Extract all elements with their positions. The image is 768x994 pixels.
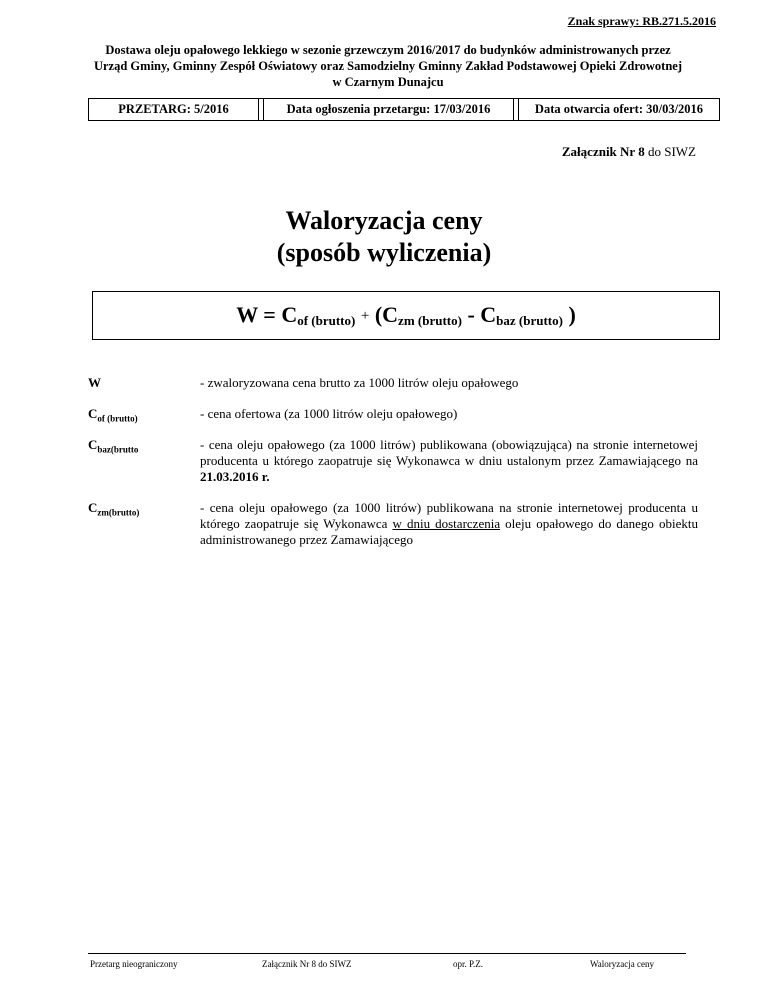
formula-close: ) xyxy=(568,302,576,327)
annex-suffix: do SIWZ xyxy=(644,144,696,159)
opening-date: Data otwarcia ofert: 30/03/2016 xyxy=(534,102,704,116)
formula-minus: - C xyxy=(461,302,497,327)
term-symbol: C xyxy=(88,437,98,452)
formula-sub-of: of (brutto) xyxy=(297,313,356,328)
announcement-date: Data ogłoszenia przetargu: 17/03/2016 xyxy=(264,99,514,120)
desc-text-end: oleju opałowego do danego obiektu administrowanego przez Zamawiającego xyxy=(200,516,698,547)
info-bar xyxy=(88,98,720,121)
desc-date: 21.03.2016 r. xyxy=(200,469,270,484)
case-number: Znak sprawy: RB.271.5.2016 xyxy=(567,14,716,28)
definition-desc-czm xyxy=(200,500,698,548)
valorization-formula xyxy=(236,302,576,329)
term-symbol: C xyxy=(88,406,98,421)
definition-term-czm xyxy=(88,500,139,518)
term-symbol: W xyxy=(88,375,101,390)
formula-sub-zm: zm (brutto) xyxy=(398,313,462,328)
footer-divider xyxy=(88,953,686,954)
desc-underlined: w dniu dostarczenia xyxy=(392,516,501,531)
desc-text: - cena oleju opałowego (za 1000 litrów) publikowana (obowiązująca) na stronie internetowej producenta u którego zaopatruje się Wykonawca w dniu ustalonym przez Zamawiającego na xyxy=(200,437,698,468)
term-subscript: baz(brutto xyxy=(97,444,139,455)
footer-center: Załącznik Nr 8 do SIWZ xyxy=(262,959,352,969)
formula-sub-baz: baz (brutto) xyxy=(496,313,563,328)
definition-desc-cof: - cena ofertowa (za 1000 litrów oleju opałowego) xyxy=(200,406,458,421)
header-title: Dostawa oleju opałowego lekkiego w sezonie grzewczym 2016/2017 do budynków administrowanych przez Urząd Gminy, Gminny Zespół Oświatowy oraz Samodzielny Gminny Zakład Podstawowej Opieki Zdrowotnej w Czarnym Dunajcu xyxy=(93,43,682,89)
term-symbol: C xyxy=(88,500,98,515)
footer-left: Przetarg nieograniczony xyxy=(90,959,178,969)
formula-w: W = C xyxy=(236,302,298,327)
formula-open: (C xyxy=(374,302,399,327)
title-line-2: (sposób wyliczenia) xyxy=(276,238,492,267)
annex-number: Załącznik Nr 8 xyxy=(561,144,645,159)
title-line-1: Waloryzacja ceny xyxy=(285,206,483,235)
footer-right: Waloryzacja ceny xyxy=(590,959,654,969)
definition-term-w xyxy=(88,375,101,391)
main-title xyxy=(0,205,768,269)
term-subscript: zm(brutto) xyxy=(97,507,140,518)
formula-box xyxy=(92,291,720,340)
annex-label xyxy=(562,144,696,160)
tender-number: PRZETARG: 5/2016 xyxy=(89,99,259,120)
formula-plus: + xyxy=(360,308,370,324)
definition-term-cof xyxy=(88,406,138,424)
footer-author: opr. P.Z. xyxy=(453,959,484,969)
definition-term-cbaz xyxy=(88,437,138,455)
definition-desc-cbaz xyxy=(200,437,698,485)
desc-text: - cena oleju opałowego (za 1000 litrów) publikowana na stronie internetowej producenta u którego zaopatruje się Wykonawca xyxy=(200,500,698,531)
term-subscript: of (brutto) xyxy=(97,413,138,424)
definition-desc-w: - zwaloryzowana cena brutto za 1000 litrów oleju opałowego xyxy=(200,375,519,390)
